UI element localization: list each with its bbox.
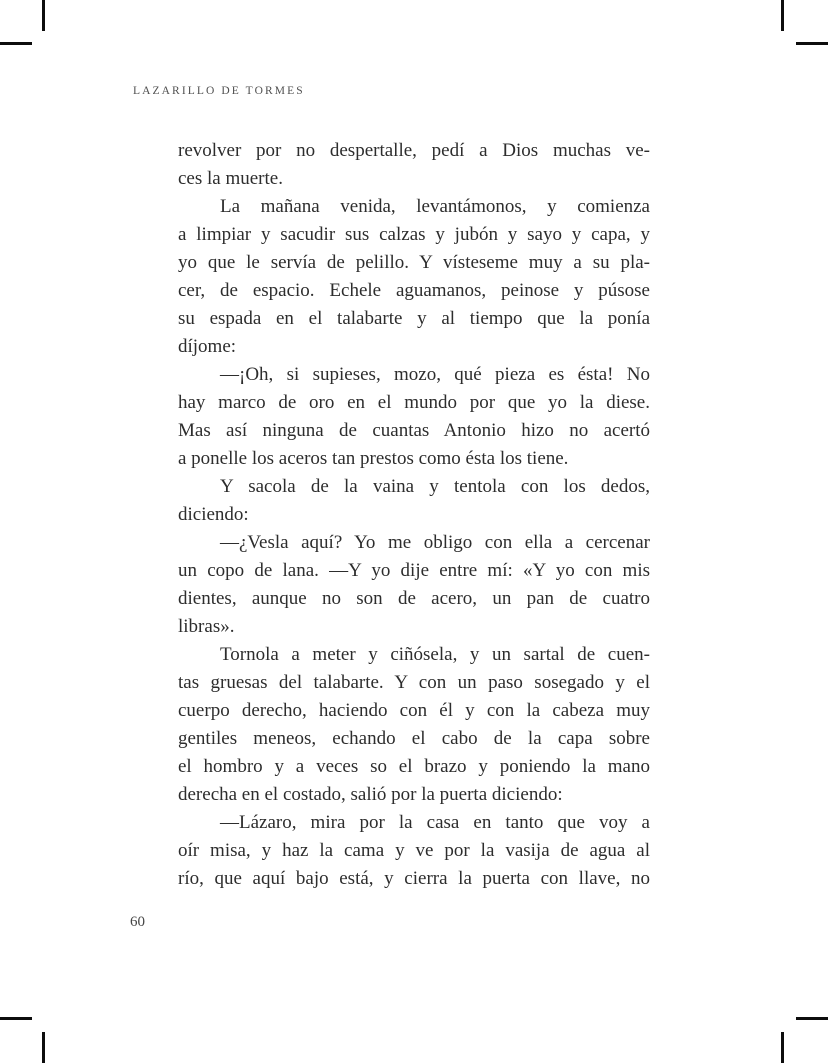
page-number: 60 <box>130 914 145 930</box>
running-header: LAZARILLO DE TORMES <box>133 85 305 97</box>
text-line: La mañana venida, levantámonos, y comienza <box>220 196 650 217</box>
text-line: ces la muerte. <box>178 168 283 189</box>
crop-mark-top-right-vertical <box>781 0 784 31</box>
text-line: yo que le servía de pelillo. Y vísteseme muy a su pla- <box>178 252 650 273</box>
text-line: —¡Oh, si supieses, mozo, qué pieza es ésta! No <box>220 364 650 385</box>
text-line: libras». <box>178 616 235 637</box>
text-line: —¿Vesla aquí? Yo me obligo con ella a cercenar <box>220 532 650 553</box>
text-line: Y sacola de la vaina y tentola con los dedos, <box>220 476 650 497</box>
text-line: Mas así ninguna de cuantas Antonio hizo no acertó <box>178 420 650 441</box>
text-line: hay marco de oro en el mundo por que yo la diese. <box>178 392 650 413</box>
text-line: dientes, aunque no son de acero, un pan de cuatro <box>178 588 650 609</box>
text-line: a ponelle los aceros tan prestos como ésta los tiene. <box>178 448 569 469</box>
crop-mark-bottom-right-horizontal <box>796 1017 828 1020</box>
crop-mark-top-left-horizontal <box>0 42 32 45</box>
text-line: —Lázaro, mira por la casa en tanto que voy a <box>220 812 650 833</box>
text-line: tas gruesas del talabarte. Y con un paso sosegado y el <box>178 672 650 693</box>
body-text <box>178 137 650 893</box>
crop-mark-top-right-horizontal <box>796 42 828 45</box>
text-line: díjome: <box>178 336 237 357</box>
crop-mark-top-left-vertical <box>42 0 45 31</box>
crop-mark-bottom-left-horizontal <box>0 1017 32 1020</box>
text-line: cer, de espacio. Echele aguamanos, peinose y púsose <box>178 280 650 301</box>
text-line: su espada en el talabarte y al tiempo que la ponía <box>178 308 650 329</box>
text-line: cuerpo derecho, haciendo con él y con la cabeza muy <box>178 700 650 721</box>
text-line: revolver por no despertalle, pedí a Dios muchas ve- <box>178 140 650 161</box>
text-line: derecha en el costado, salió por la puerta diciendo: <box>178 784 563 805</box>
text-line: diciendo: <box>178 504 249 525</box>
text-line: a limpiar y sacudir sus calzas y jubón y sayo y capa, y <box>178 224 650 245</box>
crop-mark-bottom-right-vertical <box>781 1032 784 1063</box>
crop-mark-bottom-left-vertical <box>42 1032 45 1063</box>
text-line: gentiles meneos, echando el cabo de la capa sobre <box>178 728 650 749</box>
text-line: Tornola a meter y ciñósela, y un sartal de cuen- <box>220 644 650 665</box>
text-line: río, que aquí bajo está, y cierra la puerta con llave, no <box>178 868 650 889</box>
text-line: el hombro y a veces so el brazo y poniendo la mano <box>178 756 650 777</box>
text-line: oír misa, y haz la cama y ve por la vasija de agua al <box>178 840 650 861</box>
text-line: un copo de lana. —Y yo dije entre mí: «Y yo con mis <box>178 560 650 581</box>
